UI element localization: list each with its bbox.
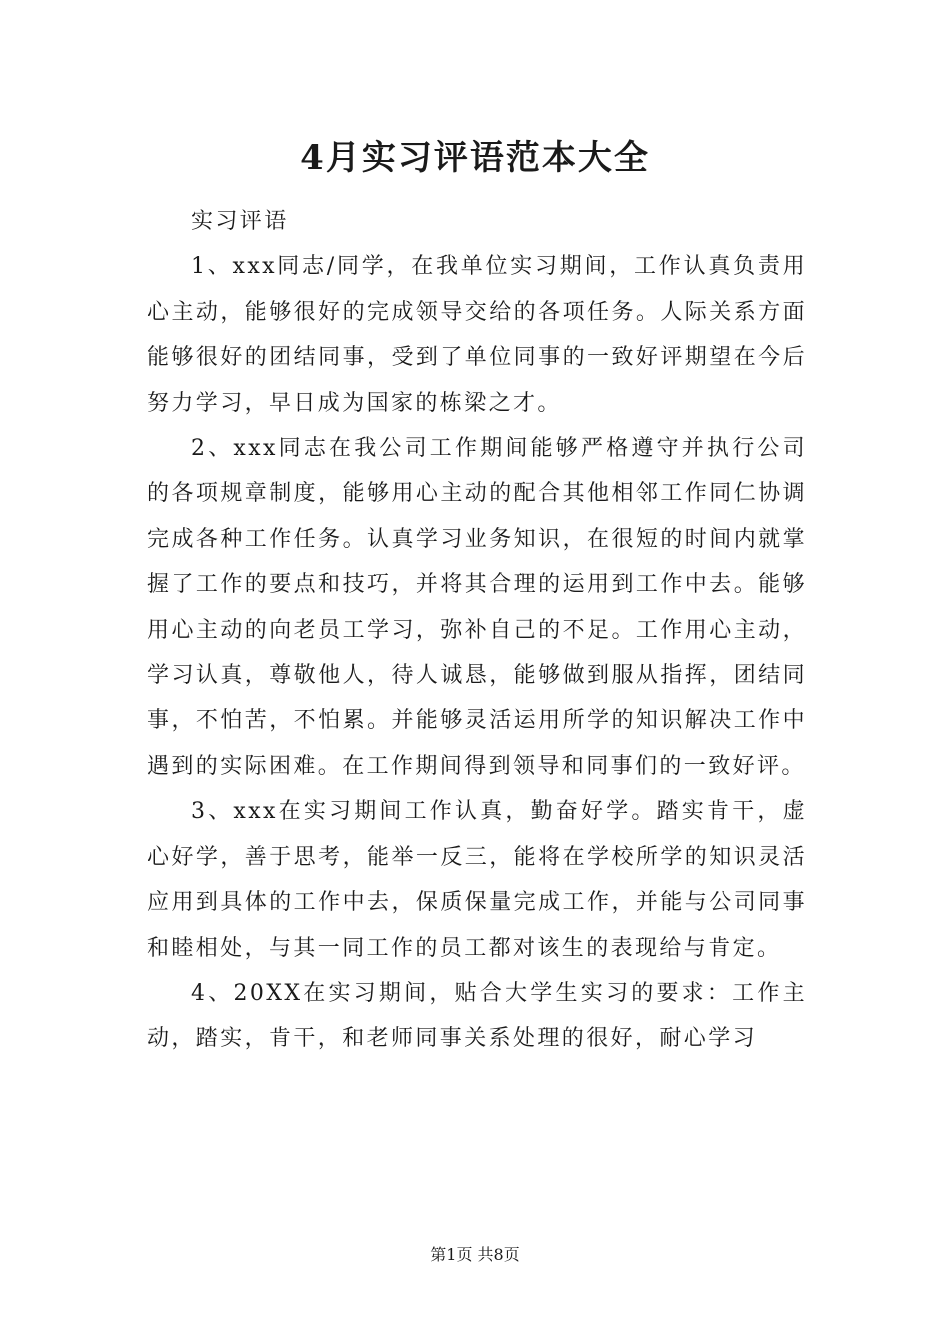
document-body: [147, 199, 807, 1062]
paragraph-heading: 实习评语: [191, 209, 289, 234]
paragraph-2: 2、xxx同志在我公司工作期间能够严格遵守并执行公司的各项规章制度，能够用心主动的配合其他相邻工作同仁协调完成各种工作任务。认真学习业务知识，在很短的时间内就掌握了工作的要点和技巧，并将其合理的运用到工作中去。能够用心主动的向老员工学习，弥补自己的不足。工作用心主动，学习认真，尊敬他人，待人诚恳，能够做到服从指挥，团结同事，不怕苦，不怕累。并能够灵活运用所学的知识解决工作中遇到的实际困难。在工作期间得到领导和同事们的一致好评。: [147, 436, 807, 779]
paragraph-4: 4、20XX在实习期间，贴合大学生实习的要求：工作主动，踏实，肯干，和老师同事关系处理的很好，耐心学习: [147, 980, 807, 1052]
page-number-footer: 第1页 共8页: [430, 1245, 520, 1264]
paragraph-3: 3、xxx在实习期间工作认真，勤奋好学。踏实肯干，虚心好学，善于思考，能举一反三，能将在学校所学的知识灵活应用到具体的工作中去，保质保量完成工作，并能与公司同事和睦相处，与其一同工作的员工都对该生的表现给与肯定。: [147, 799, 807, 961]
paragraph-1: 1、xxx同志/同学，在我单位实习期间，工作认真负责用心主动，能够很好的完成领导交给的各项任务。人际关系方面能够很好的团结同事，受到了单位同事的一致好评期望在今后努力学习，早日成为国家的栋梁之才。: [147, 254, 807, 416]
document-title: 4月实习评语范本大全: [300, 138, 650, 178]
